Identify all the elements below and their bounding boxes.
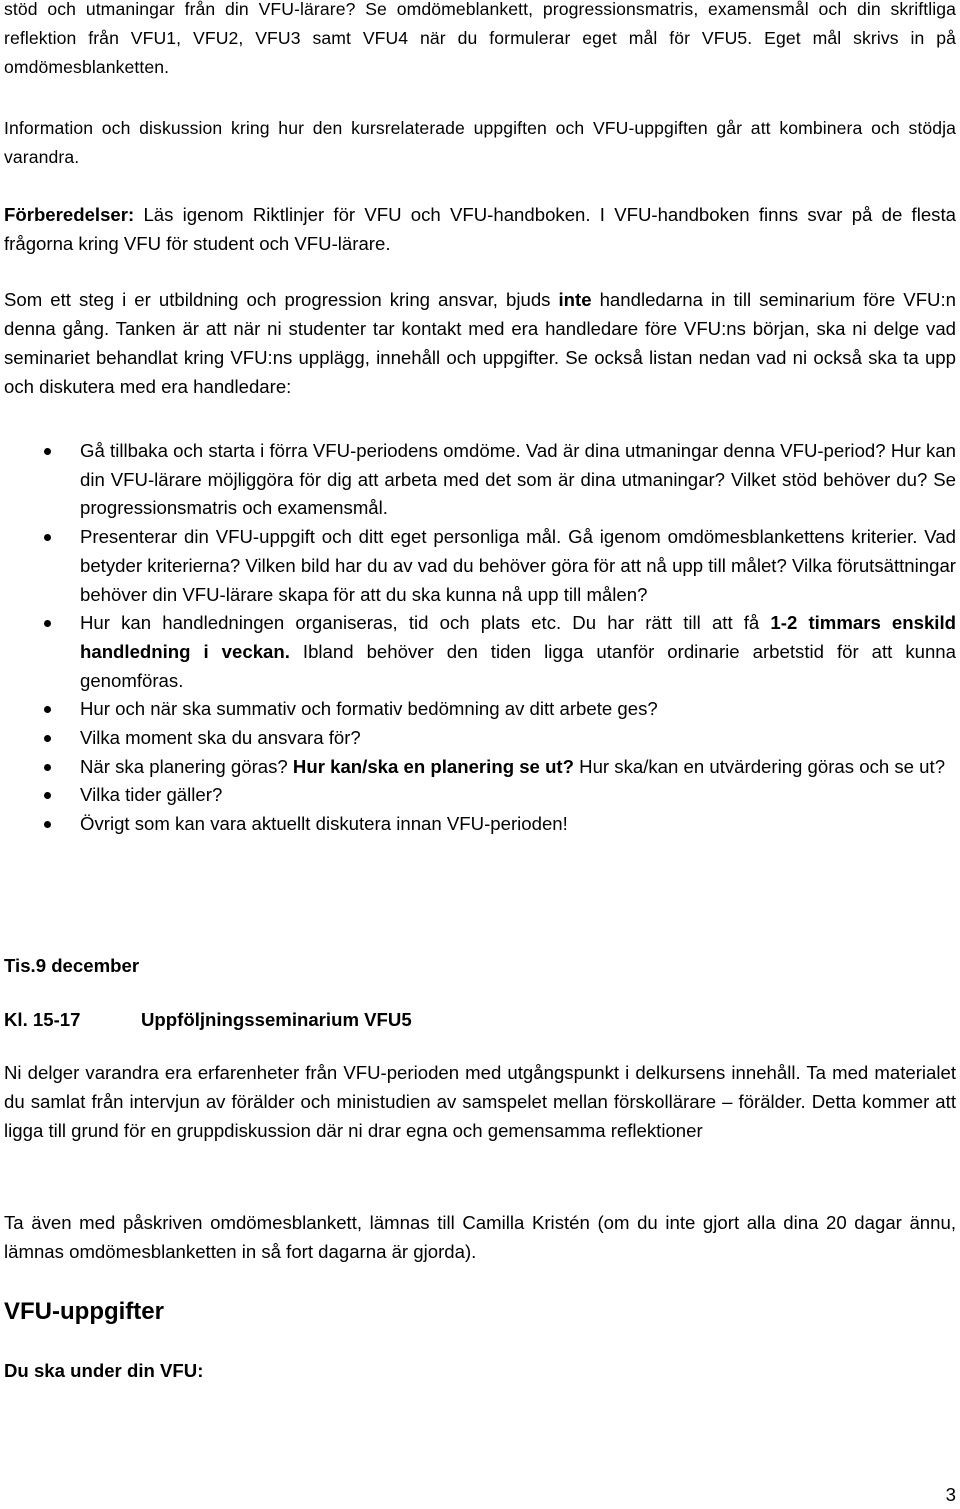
bullet-icon: [44, 706, 51, 713]
list-item: Hur och när ska summativ och formativ bedömning av ditt arbete ges?: [4, 695, 956, 724]
paragraph-assessment-form: Ta även med påskriven omdömesblankett, lämnas till Camilla Kristén (om du inte gjort alla dina 20 dagar ännu, lämnas omdömesblanketten in så fort dagarna är gjorda).: [4, 1212, 956, 1262]
bullet-icon: [44, 534, 51, 541]
list-item: Vilka tider gäller?: [4, 781, 956, 810]
list-item: Presenterar din VFU-uppgift och ditt eget personliga mål. Gå igenom omdömesblankettens kriterier. Vad betyder kriterierna? Vilken bild har du av vad du behöver göra för att nå upp till målet? Vilka förutsättningar behöver din VFU-lärare skapa för att du ska kunna nå upp till målen?: [4, 523, 956, 609]
section-heading-vfu-tasks: VFU-uppgifter: [4, 1298, 164, 1325]
bullet-icon: [44, 792, 51, 799]
schedule-title: Uppföljningsseminarium VFU5: [141, 1009, 412, 1030]
list-item: Gå tillbaka och starta i förra VFU-periodens omdöme. Vad är dina utmaningar denna VFU-period? Hur kan din VFU-lärare möjliggöra för dig att arbeta med det som är dina utmaningar? Vilket stöd behöver du? Se progressionsmatris och examensmål.: [4, 437, 956, 523]
bullet-icon: [44, 764, 51, 771]
schedule-row: [4, 1005, 956, 1034]
discussion-bullet-list: [4, 437, 956, 839]
list-item: Övrigt som kan vara aktuellt diskutera innan VFU-perioden!: [4, 810, 956, 839]
schedule-time: Kl. 15-17: [4, 1009, 81, 1030]
page-number: 3: [945, 1484, 956, 1505]
list-item: Vilka moment ska du ansvara för?: [4, 724, 956, 753]
bullet-icon: [44, 821, 51, 828]
preparations-label: Förberedelser:: [4, 204, 135, 225]
date-heading: Tis.9 december: [4, 955, 140, 976]
paragraph-preparations: Förberedelser: Läs igenom Riktlinjer för VFU och VFU-handboken. I VFU-handboken finns svar på de flesta frågorna kring VFU för student och VFU-lärare.: [4, 204, 956, 254]
list-item: Hur kan handledningen organiseras, tid och plats etc. Du har rätt till att få 1-2 timmars enskild handledning i veckan. Ibland behöver den tiden ligga utanför ordinarie arbetstid för att kunna genomföras.: [4, 609, 956, 695]
paragraph-intro: stöd och utmaningar från din VFU-lärare? Se omdömeblankett, progressionsmatris, examensmål och din skriftliga reflektion från VFU1, VFU2, VFU3 samt VFU4 när du formulerar eget mål för VFU5. Eget mål skrivs in på omdömesblanketten.: [4, 0, 956, 77]
subheading-during-vfu: Du ska under din VFU:: [4, 1360, 204, 1381]
paragraph-progression: Som ett steg i er utbildning och progression kring ansvar, bjuds inte handledarna in till seminarium före VFU:n denna gång. Tanken är att när ni studenter tar kontakt med era handledare före VFU:ns början, ska ni delge vad seminariet behandlat kring VFU:ns upplägg, innehåll och uppgifter. Se också listan nedan vad ni också ska ta upp och diskutera med era handledare:: [4, 289, 956, 397]
bullet-icon: [44, 735, 51, 742]
paragraph-share-experiences: Ni delger varandra era erfarenheter från VFU-perioden med utgångspunkt i delkursens innehåll. Ta med materialet du samlat från intervjun av förälder och ministudien av samspelet mellan förskollärare – förälder. Detta kommer att ligga till grund för en gruppdiskussion där ni drar egna och gemensamma reflektioner: [4, 1062, 956, 1141]
bullet-icon: [44, 620, 51, 627]
list-item: När ska planering göras? Hur kan/ska en planering se ut? Hur ska/kan en utvärdering göras och se ut?: [4, 753, 956, 782]
bullet-icon: [44, 448, 51, 455]
paragraph-information: Information och diskussion kring hur den kursrelaterade uppgiften och VFU-uppgiften går att kombinera och stödja varandra.: [4, 118, 956, 167]
